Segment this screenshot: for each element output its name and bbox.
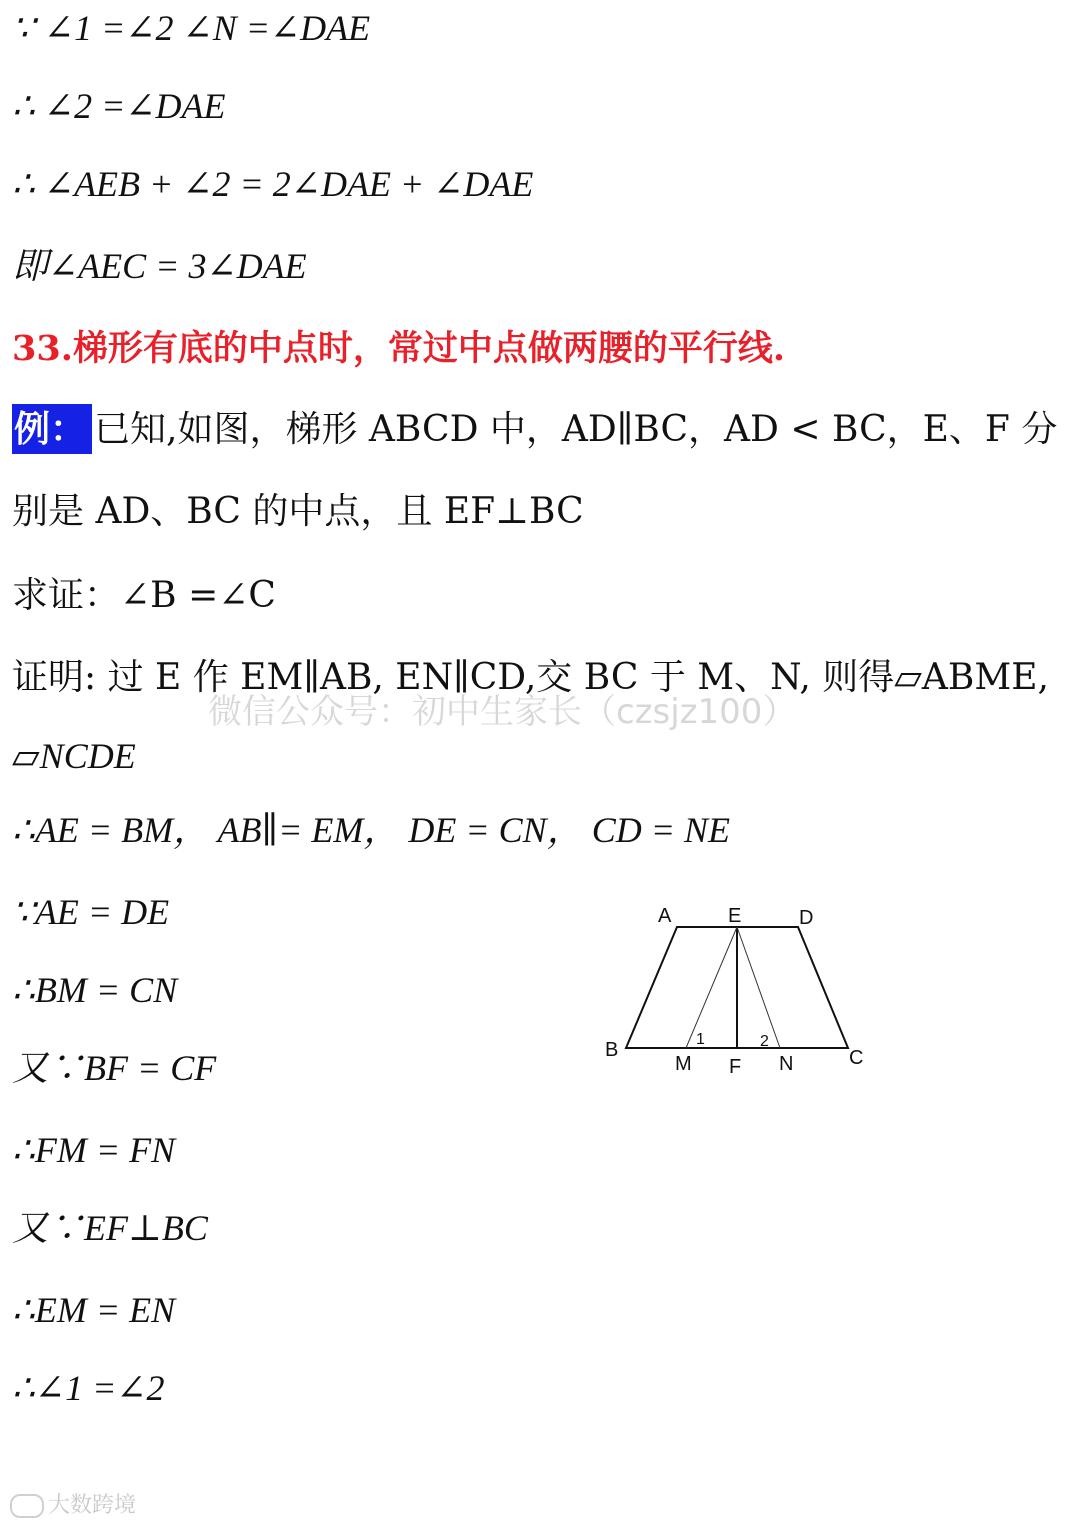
proof-step-2: ▱NCDE	[12, 736, 136, 776]
label-d: D	[799, 907, 814, 929]
label-f: F	[729, 1056, 742, 1078]
label-b: B	[605, 1039, 619, 1061]
proof-line-1: ∵ ∠1 =∠2 ∠N =∠DAE	[12, 8, 371, 48]
label-angle-1: 1	[696, 1031, 705, 1048]
label-c: C	[849, 1047, 864, 1069]
label-n: N	[779, 1053, 794, 1075]
label-angle-2: 2	[760, 1033, 769, 1050]
example-badge: 例：	[12, 404, 92, 454]
proof-step-10: ∴∠1 =∠2	[12, 1368, 165, 1408]
proof-line-4: 即∠AEC = 3∠DAE	[12, 246, 307, 286]
proof-line-2: ∴ ∠2 =∠DAE	[12, 86, 226, 126]
label-a: A	[658, 905, 672, 927]
trapezoid-figure	[590, 896, 880, 1086]
example-text-1: 已知,如图，梯形 ABCD 中，AD∥BC，AD < BC，E、F 分	[94, 409, 1058, 450]
label-e: E	[728, 905, 742, 927]
footer-logo-icon	[10, 1494, 44, 1518]
footer-text: 大数跨境	[48, 1493, 137, 1518]
proof-step-5: ∴BM = CN	[12, 970, 178, 1010]
proof-line-3: ∴ ∠AEB + ∠2 = 2∠DAE + ∠DAE	[12, 164, 534, 204]
proof-step-1: 证明: 过 E 作 EM∥AB, EN∥CD,交 BC 于 M、N, 则得▱ABME,	[12, 657, 1049, 698]
label-m: M	[675, 1053, 692, 1075]
example-line-2: 别是 AD、BC 的中点，且 EF⊥BC	[12, 491, 584, 532]
footer-watermark	[10, 1488, 136, 1519]
segment-em	[686, 927, 737, 1048]
proof-step-8: 又∵EF⊥BC	[12, 1208, 208, 1248]
proof-step-4: ∵AE = DE	[12, 892, 170, 932]
example-line-1	[12, 404, 1057, 454]
proof-step-6: 又∵BF = CF	[12, 1048, 217, 1088]
proof-step-9: ∴EM = EN	[12, 1290, 176, 1330]
segment-en	[737, 927, 780, 1048]
proof-step-3: ∴AE = BM， AB∥= EM， DE = CN， CD = NE	[12, 810, 730, 850]
watermark: 微信公众号：初中生家长（czsjz100）	[208, 692, 797, 732]
prove-statement: 求证：∠B =∠C	[12, 575, 276, 616]
proof-step-7: ∴FM = FN	[12, 1130, 176, 1170]
section-heading: 33.梯形有底的中点时，常过中点做两腰的平行线.	[12, 328, 786, 369]
